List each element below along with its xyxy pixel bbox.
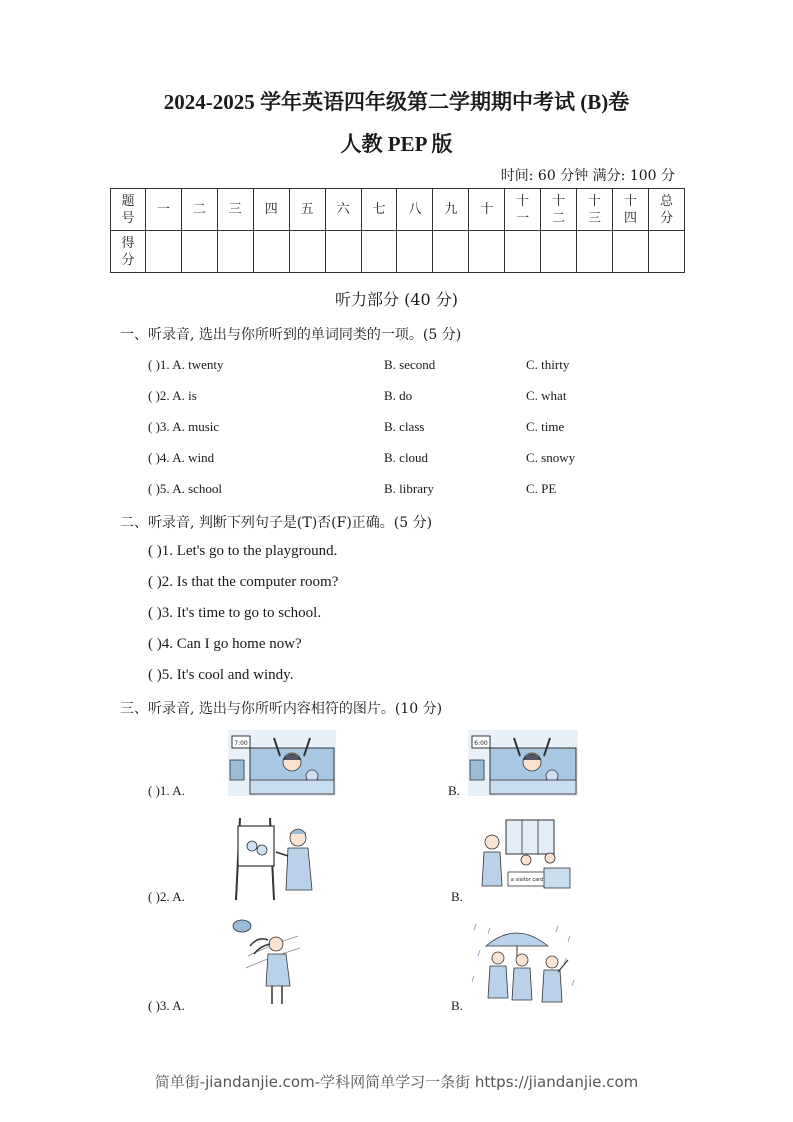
part2-item-3: ( )3. It's time to go to school. (148, 605, 322, 621)
score-table-label: 题 号 (111, 189, 146, 231)
kids-in-rain-picture (470, 920, 580, 1010)
girl-waking-up-6am-picture (468, 730, 578, 796)
girl-painting-picture (232, 816, 314, 902)
part1-item-1: ( )1. A. twenty (148, 357, 224, 372)
score-cell[interactable] (433, 231, 469, 273)
part1-item-2-c: C. what (526, 388, 567, 403)
part3-heading: 三、听录音, 选出与你所听内容相符的图片。(10 分) (120, 701, 443, 717)
part1-item-4-b: B. cloud (384, 450, 429, 465)
score-col-9: 九 (433, 189, 469, 231)
classroom-visitor-picture (476, 818, 576, 898)
score-cell[interactable] (289, 231, 325, 273)
score-cell[interactable] (253, 231, 289, 273)
clock-b-text: 6:00 (474, 740, 488, 747)
score-cell[interactable] (648, 231, 684, 273)
score-cell[interactable] (146, 231, 182, 273)
exam-subtitle: 人教 PEP 版 (340, 132, 453, 156)
part3-item-2: ( )2. A. (148, 889, 185, 904)
score-cell[interactable] (612, 231, 648, 273)
part3-item-2-b: B. (451, 889, 463, 904)
part3-item-3-b: B. (451, 998, 463, 1013)
part3-item-1-b: B. (448, 783, 460, 798)
score-col-5: 五 (289, 189, 325, 231)
part2-item-1: ( )1. Let's go to the playground. (148, 543, 338, 559)
part1-item-3-b: B. class (384, 419, 425, 434)
score-col-3: 三 (217, 189, 253, 231)
score-table-score-row (111, 231, 685, 273)
part2-item-2: ( )2. Is that the computer room? (148, 574, 339, 590)
part1-item-1-b: B. second (384, 357, 436, 372)
score-col-7: 七 (361, 189, 397, 231)
part1-item-3: ( )3. A. music (148, 419, 220, 434)
score-cell[interactable] (577, 231, 613, 273)
girl-in-wind-picture (228, 916, 308, 1012)
part1-item-1-c: C. thirty (526, 357, 570, 372)
listening-section-title: 听力部分 (40 分) (334, 290, 459, 309)
score-col-8: 八 (397, 189, 433, 231)
score-table-header-row (111, 189, 685, 231)
girl-waking-up-7am-picture (228, 730, 336, 796)
part3-item-3: ( )3. A. (148, 998, 185, 1013)
part1-item-4: ( )4. A. wind (148, 450, 215, 465)
score-table (110, 188, 685, 273)
score-cell[interactable] (217, 231, 253, 273)
score-col-total: 总 分 (648, 189, 684, 231)
part3-item-1: ( )1. A. (148, 783, 185, 798)
part2-item-5: ( )5. It's cool and windy. (148, 667, 294, 683)
part1-item-4-c: C. snowy (526, 450, 576, 465)
footer-watermark: 简单街-jiandanjie.com-学科网简单学习一条街 https://jiandanjie.com (154, 1073, 639, 1091)
visitor-card-text: a visitor card (510, 877, 544, 883)
score-col-10: 十 (469, 189, 505, 231)
exam-meta: 时间: 60 分钟 满分: 100 分 (500, 168, 675, 184)
part1-heading: 一、听录音, 选出与你所听到的单词同类的一项。(5 分) (120, 327, 462, 343)
score-col-13: 十 三 (577, 189, 613, 231)
score-col-1: 一 (146, 189, 182, 231)
score-col-2: 二 (181, 189, 217, 231)
part2-item-4: ( )4. Can I go home now? (148, 636, 302, 652)
part2-heading: 二、听录音, 判断下列句子是(T)否(F)正确。(5 分) (120, 515, 433, 531)
score-row-label: 得 分 (111, 231, 146, 273)
exam-title: 2024-2025 学年英语四年级第二学期期中考试 (B)卷 (163, 90, 630, 114)
score-col-14: 十 四 (612, 189, 648, 231)
part1-item-3-c: C. time (526, 419, 565, 434)
part1-item-5-c: C. PE (526, 481, 557, 496)
score-cell[interactable] (541, 231, 577, 273)
part1-item-5-b: B. library (384, 481, 434, 496)
score-col-4: 四 (253, 189, 289, 231)
part1-item-2-b: B. do (384, 388, 413, 403)
part1-item-2: ( )2. A. is (148, 388, 197, 403)
score-cell[interactable] (469, 231, 505, 273)
score-cell[interactable] (181, 231, 217, 273)
part1-item-5: ( )5. A. school (148, 481, 223, 496)
score-col-12: 十 二 (541, 189, 577, 231)
score-cell[interactable] (325, 231, 361, 273)
score-cell[interactable] (361, 231, 397, 273)
score-cell[interactable] (397, 231, 433, 273)
clock-a-text: 7:00 (234, 740, 248, 747)
score-col-11: 十 一 (505, 189, 541, 231)
score-cell[interactable] (505, 231, 541, 273)
score-col-6: 六 (325, 189, 361, 231)
